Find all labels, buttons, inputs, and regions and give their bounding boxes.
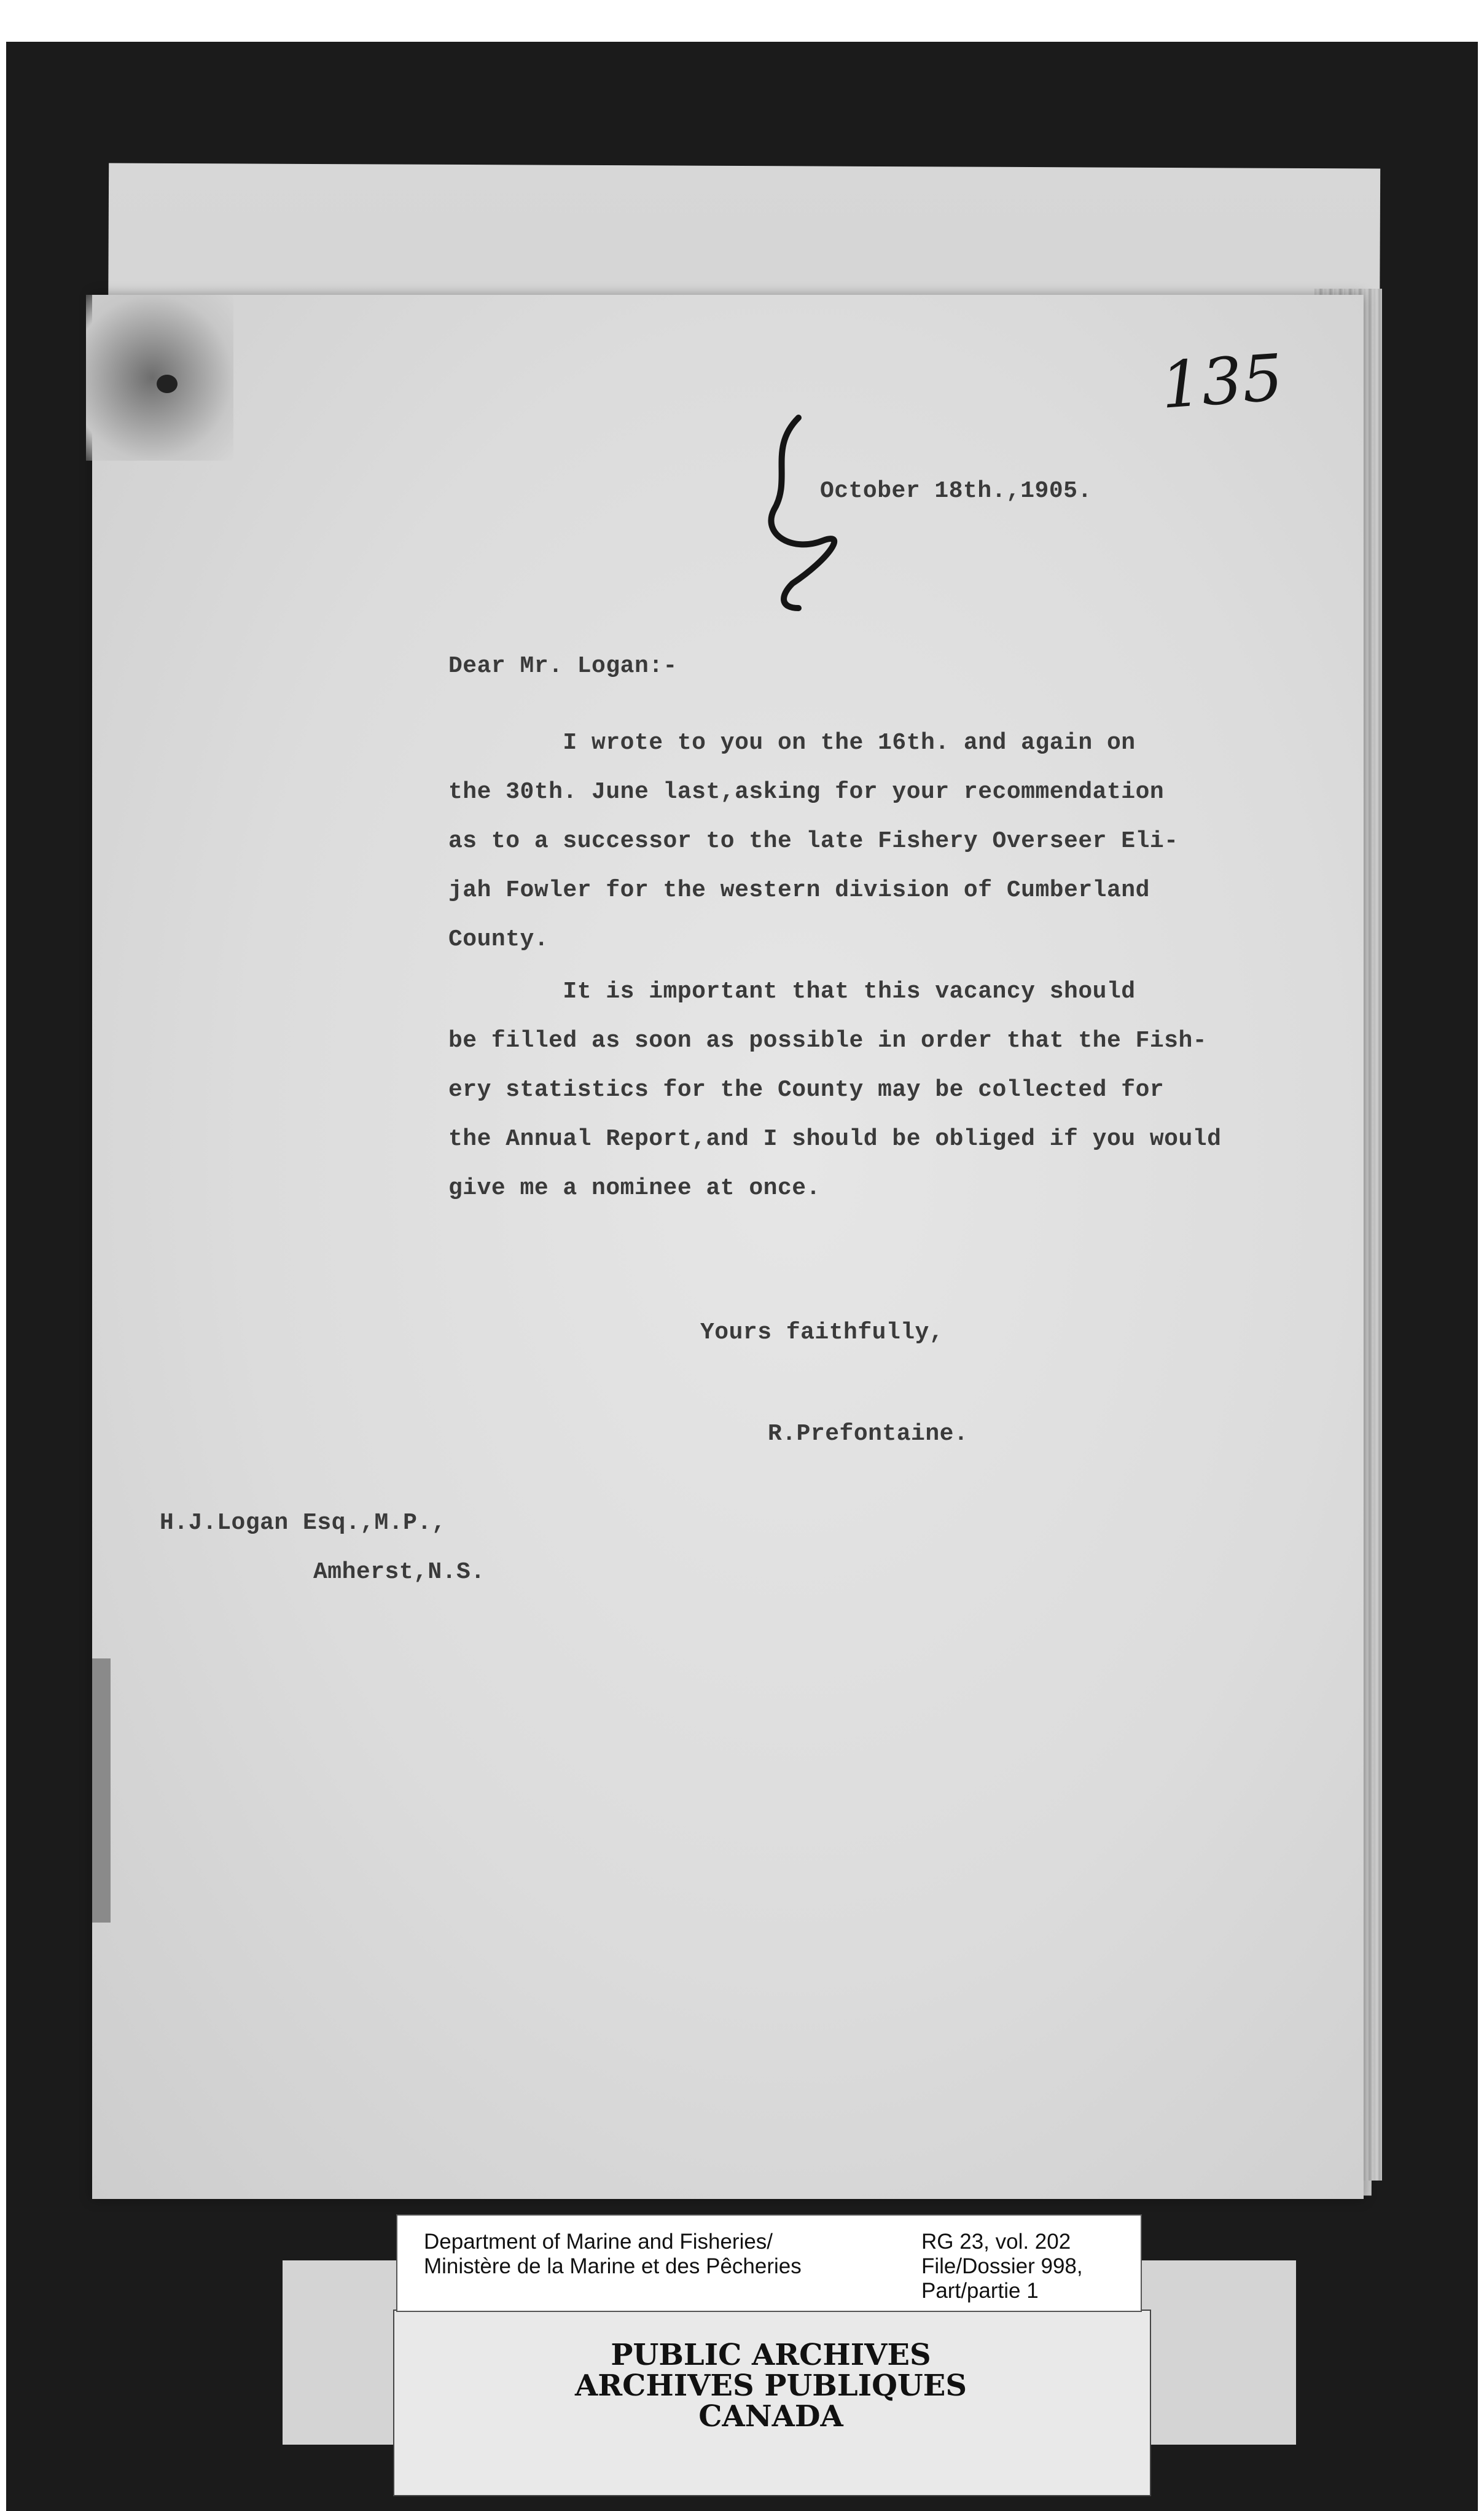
archive-stamp-line: ARCHIVES PUBLIQUES (575, 2368, 967, 2403)
letter-sheet (92, 295, 1364, 2199)
record-group: RG 23, vol. 202 (921, 2230, 1071, 2254)
archive-stamp-line: PUBLIC ARCHIVES (611, 2338, 931, 2372)
file-number: File/Dossier 998, (921, 2254, 1083, 2278)
file-part: Part/partie 1 (921, 2279, 1039, 2303)
handwritten-bracket-mark (756, 412, 866, 614)
body-line: the Annual Report,and I should be obliged if you would (448, 1126, 1222, 1152)
letter-date: October 18th.,1905. (820, 478, 1092, 504)
body-line: It is important that this vacancy should (448, 978, 1136, 1005)
body-line: jah Fowler for the western division of Cumberland (448, 877, 1150, 904)
recipient-name: H.J.Logan Esq.,M.P., (160, 1510, 447, 1536)
body-line: give me a nominee at once. (448, 1175, 821, 1201)
department-name-french: Ministère de la Marine et des Pêcheries (424, 2254, 802, 2278)
body-line: the 30th. June last,asking for your recommendation (448, 779, 1165, 805)
corner-mark (157, 375, 178, 393)
left-edge-strip (92, 1658, 111, 1923)
letter-signature: R.Prefontaine. (768, 1421, 969, 1447)
letter-salutation: Dear Mr. Logan:- (448, 653, 678, 679)
department-name: Department of Marine and Fisheries/ (424, 2230, 773, 2254)
body-line: as to a successor to the late Fishery Overseer Eli- (448, 828, 1179, 854)
body-line: I wrote to you on the 16th. and again on (448, 730, 1136, 756)
folio-number: 135 (1158, 340, 1286, 423)
archive-stamp-line: CANADA (698, 2399, 843, 2434)
letter-closing: Yours faithfully, (700, 1319, 944, 1346)
recipient-address: Amherst,N.S. (313, 1559, 485, 1585)
body-line: ery statistics for the County may be collected for (448, 1077, 1165, 1103)
body-line: County. (448, 926, 549, 953)
body-line: be filled as soon as possible in order that the Fish- (448, 1028, 1208, 1054)
